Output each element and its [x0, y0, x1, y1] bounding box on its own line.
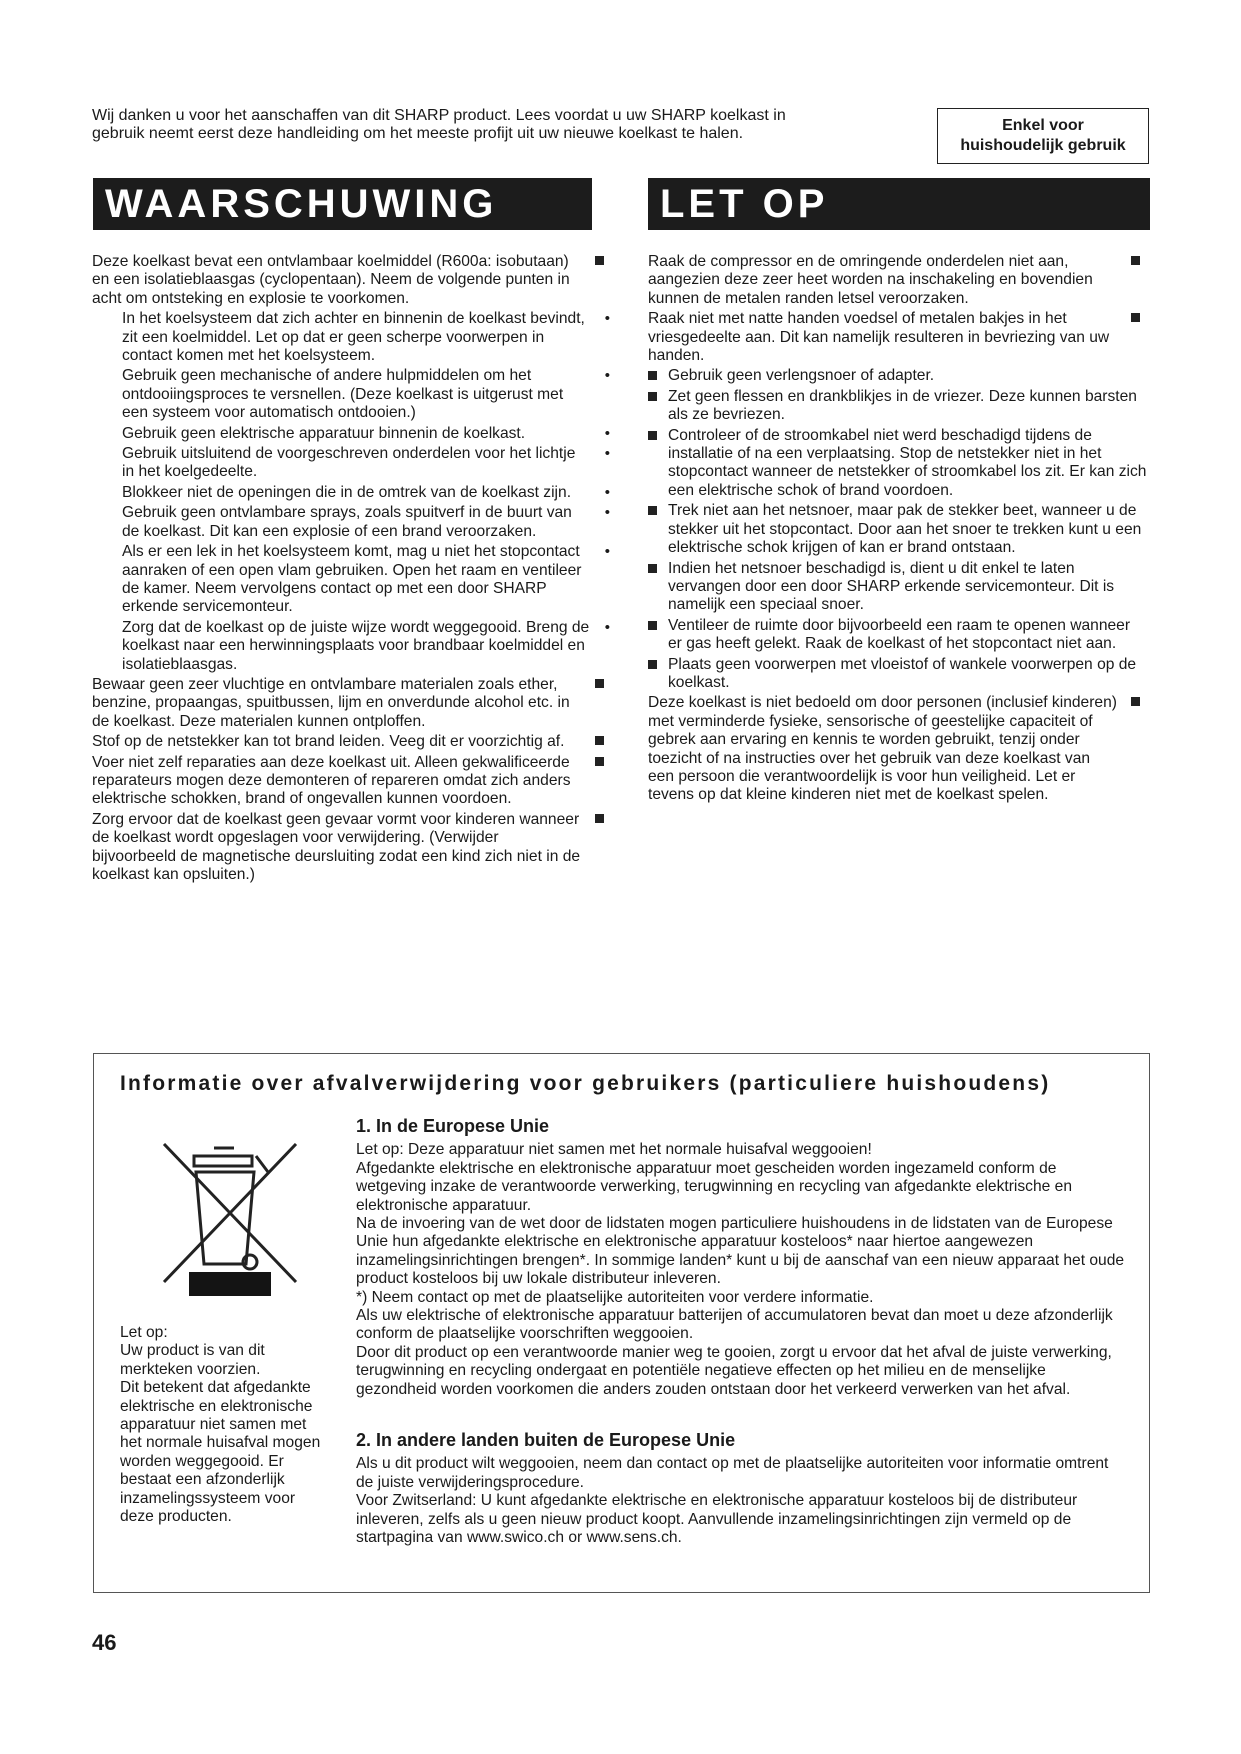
square-bullet-icon [1131, 313, 1140, 322]
eu-section [356, 1117, 1126, 1399]
black-marker-bar [189, 1272, 271, 1296]
square-bullet-icon [595, 736, 604, 745]
intro-line-2: gebruik neemt eerst deze handleiding om het meeste profijt uit uw nieuwe koelkast te halen. [92, 125, 744, 142]
non-eu-heading: 2. In andere landen buiten de Europese Unie [356, 1430, 736, 1450]
square-bullet-icon [1131, 697, 1140, 706]
caution-item: Zet geen flessen en drankblikjes in de vriezer. Deze kunnen barsten als ze bevriezen. [648, 388, 1148, 425]
square-bullet-icon [1131, 256, 1140, 265]
non-eu-body: Als u dit product wilt weggooien, neem dan contact op met de plaatselijke autoriteiten voor informatie omtrent de juiste verwijderingsprocedure. Voor Zwitserland: U kunt afgedankte elektrische en elektronische apparatuur kosteloos bij de distributeur inleveren, zelfs als u geen nieuw product koopt. Aanvullende inzamelingsinrichtingen zijn vermeld op de startpagina van www.swico.ch or www.sens.ch. [356, 1455, 1109, 1547]
caution-item: Raak niet met natte handen voedsel of metalen bakjes in het vriesgedeelte aan. Dit kan namelijk resulteren in bevriezing van uw handen. [648, 310, 1148, 365]
warning-item: Zorg ervoor dat de koelkast geen gevaar vormt voor kinderen wanneer de koelkast wordt opgeslagen voor verwijdering. (Verwijder bijvoorbeeld de magnetische deursluiting zodat een kind zich niet in de koelkast kan opsluiten.) [92, 811, 612, 885]
square-bullet-icon [648, 564, 657, 573]
square-bullet-icon [648, 660, 657, 669]
caution-item: Gebruik geen verlengsnoer of adapter. [648, 367, 1148, 385]
warning-subitem: Zorg dat de koelkast op de juiste wijze wordt weggegooid. Breng de koelkast naar een herwinningsplaats voor brandbaar koelmiddel en isolatieblaasgas. • [122, 618, 610, 673]
warning-subitem: Gebruik geen elektrische apparatuur binnenin de koelkast. • [122, 424, 610, 442]
caution-item: Ventileer de ruimte door bijvoorbeeld een raam te openen wanneer er gas heeft gelekt. Raak de koelkast of het stopcontact niet aan. [648, 617, 1148, 654]
warning-item: Bewaar geen zeer vluchtige en ontvlambare materialen zoals ether, benzine, propaangas, spuitbussen, lijm en onverdunde alcohol etc. in de koelkast. Deze materialen kunnen ontploffen. [92, 676, 612, 731]
page-number: 46 [92, 1630, 117, 1655]
warning-item: Stof op de netstekker kan tot brand leiden. Veeg dit er voorzichtig af. [92, 733, 612, 751]
caution-item: Trek niet aan het netsnoer, maar pak de stekker beet, wanneer u de stekker uit het stopcontact. Door aan het snoer te trekken kunt u een elektrische schok krijgen of kan er brand ontstaan. [648, 502, 1148, 557]
warning-list [92, 253, 612, 886]
dot-bullet-icon: • [604, 445, 610, 463]
warning-item: Voer niet zelf reparaties aan deze koelkast uit. Alleen gekwalificeerde reparateurs mogen deze demonteren of repareren omdat zich anders elektrische schokken, brand of ongevallen kunnen voordoen. [92, 754, 612, 809]
warning-subitem: Gebruik geen ontvlambare sprays, zoals spuitverf in de buurt van de koelkast. Dit kan een explosie of een brand veroorzaken. • [122, 504, 610, 540]
eu-heading: 1. In de Europese Unie [356, 1116, 550, 1136]
household-use-badge [937, 108, 1149, 164]
dot-bullet-icon: • [604, 618, 610, 636]
square-bullet-icon [648, 506, 657, 515]
warning-subitem: Blokkeer niet de openingen die in de omtrek van de koelkast zijn. • [122, 483, 610, 501]
badge-line-2: huishoudelijk gebruik [960, 137, 1126, 154]
weee-note: Let op: Uw product is van dit merkteken voorzien. Dit betekent dat afgedankte elektrische en elektronische apparatuur niet samen met het normale huisafval mogen worden weggegooid. Er bestaat een afzonderlijk inzamelingssysteem voor deze producten. [120, 1324, 321, 1526]
disposal-title: Informatie over afvalverwijdering voor gebruikers (particuliere huishoudens) [120, 1072, 1051, 1095]
dot-bullet-icon: • [604, 504, 610, 522]
dot-bullet-icon: • [604, 367, 610, 385]
intro-text [92, 107, 912, 143]
square-bullet-icon [595, 757, 604, 766]
dot-bullet-icon: • [604, 483, 610, 501]
warning-banner: WAARSCHUWING [93, 178, 592, 230]
warning-subitem: In het koelsysteem dat zich achter en binnenin de koelkast bevindt, zit een koelmiddel. Let op dat er geen scherpe voorwerpen in contact komen met het koelsysteem. • [122, 310, 610, 365]
dot-bullet-icon: • [604, 424, 610, 442]
caution-list [648, 253, 1148, 807]
disposal-info-box [93, 1053, 1150, 1593]
dot-bullet-icon: • [604, 310, 610, 328]
warning-item: Deze koelkast bevat een ontvlambaar koelmiddel (R600a: isobutaan) en een isolatieblaasgas (cyclopentaan). Neem de volgende punten in acht om ontsteking en explosie te voorkomen. [92, 253, 612, 308]
square-bullet-icon [648, 621, 657, 630]
caution-item: Deze koelkast is niet bedoeld om door personen (inclusief kinderen) met verminderde fysieke, sensorische of geestelijke capaciteit of gebrek aan ervaring en kennis te worden gebruikt, tenzij onder toezicht of na instructies over het gebruik van deze koelkast van een persoon die verantwoordelijk is voor hun veiligheid. Let er tevens op dat kleine kinderen niet met de koelkast spelen. [648, 694, 1148, 804]
warning-subitem: Als er een lek in het koelsysteem komt, mag u niet het stopcontact aanraken of een open vlam gebruiken. Open het raam en ventileer de kamer. Neem vervolgens contact op met een door SHARP erkende servicemonteur. • [122, 543, 610, 616]
caution-item: Plaats geen voorwerpen met vloeistof of wankele voorwerpen op de koelkast. [648, 656, 1148, 693]
intro-line-1: Wij danken u voor het aanschaffen van dit SHARP product. Lees voordat u uw SHARP koelkast in [92, 107, 786, 124]
square-bullet-icon [648, 371, 657, 380]
square-bullet-icon [595, 256, 604, 265]
dot-bullet-icon: • [604, 543, 610, 561]
caution-item: Raak de compressor en de omringende onderdelen niet aan, aangezien deze zeer heet worden na inschakeling en bovendien kunnen de metalen randen letsel veroorzaken. [648, 253, 1148, 308]
caution-banner: LET OP [648, 178, 1150, 230]
square-bullet-icon [595, 814, 604, 823]
non-eu-section [356, 1431, 1126, 1547]
square-bullet-icon [648, 431, 657, 440]
badge-line-1: Enkel voor [1002, 117, 1084, 134]
square-bullet-icon [648, 392, 657, 401]
warning-subitem: Gebruik geen mechanische of andere hulpmiddelen om het ontdooiingsproces te versnellen. (Deze koelkast is uitgerust met een systeem voor automatisch ontdooien.) • [122, 367, 610, 422]
warning-subitem: Gebruik uitsluitend de voorgeschreven onderdelen voor het lichtje in het koelgedeelte. • [122, 445, 610, 481]
square-bullet-icon [595, 679, 604, 688]
eu-body: Let op: Deze apparatuur niet samen met het normale huisafval weggooien! Afgedankte elektrische en elektronische apparatuur moet gescheiden worden ingezameld conform de wetgeving inzake de verantwoorde verwerking, terugwinning en recycling van afgedankte elektrische en elektronische apparatuur. Na de invoering van de wet door de lidstaten mogen particuliere huishoudens in de lidstaten van de Europese Unie hun afgedankte elektrische en elektronische apparatuur kosteloos* naar hiertoe aangewezen inzamelingsinrichtingen brengen*. In sommige landen* kunt u bij de aanschaf van een nieuw apparaat het oude product kosteloos bij uw lokale distributeur inleveren. *) Neem contact op met de plaatselijke autoriteiten voor verdere informatie. Als uw elektrische of elektronische apparatuur batterijen of accumulatoren bevat dan moet u deze afzonderlijk conform de plaatselijke voorschriften weggooien. Door dit product op een verantwoorde manier weg te gooien, zorgt u ervoor dat het afval de juiste verwerking, terugwinning en recycling ondergaat en potentiële negatieve effecten op het milieu en de menselijke gezondheid worden voorkomen die anders zouden ontstaan door het verkeerd verwerken van het afval. [356, 1141, 1125, 1398]
caution-item: Indien het netsnoer beschadigd is, dient u dit enkel te laten vervangen door een door SHARP erkende servicemonteur. Dit is namelijk een speciaal snoer. [648, 560, 1148, 615]
caution-item: Controleer of de stroomkabel niet werd beschadigd tijdens de installatie of na een verplaatsing. Stop de netstekker niet in het stopcontact wanneer de netstekker of stroomkabel los zit. Er kan zich een elektrische schok of brand voordoen. [648, 427, 1148, 501]
